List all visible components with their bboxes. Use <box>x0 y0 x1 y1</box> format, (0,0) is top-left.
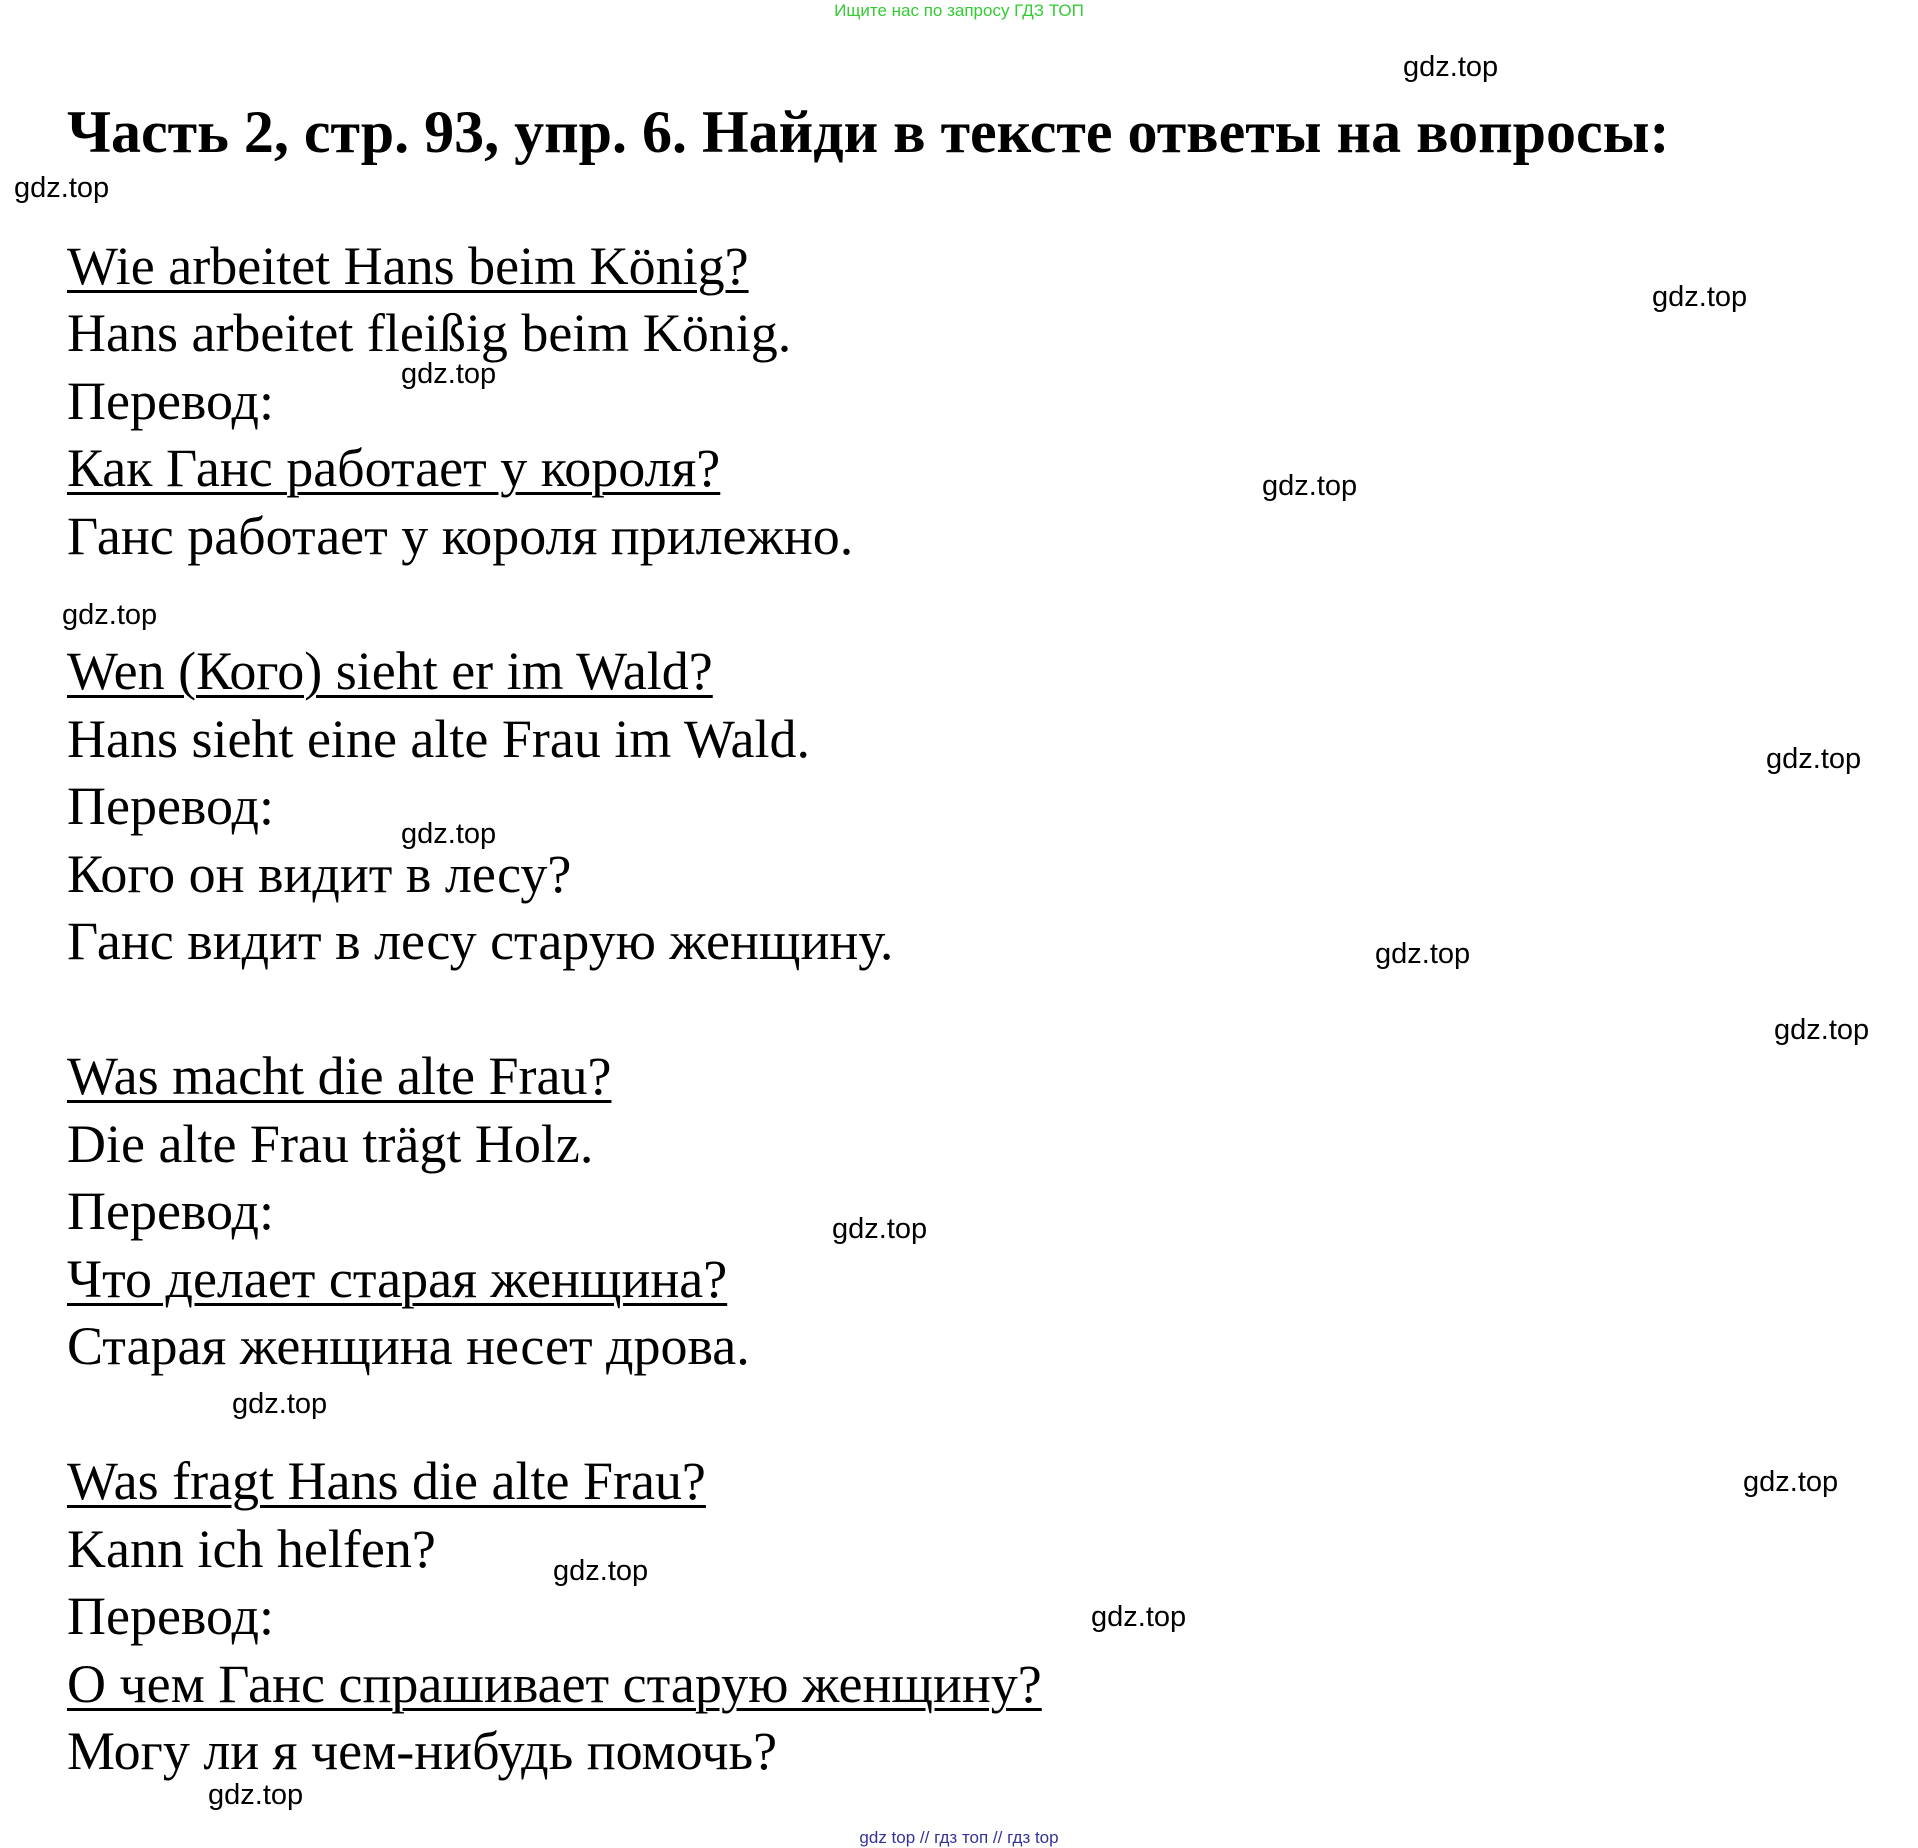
watermark: gdz.top <box>1743 1466 1839 1498</box>
question-line: Was fragt Hans die alte Frau? <box>67 1451 706 1511</box>
watermark: gdz.top <box>1375 938 1471 970</box>
watermark: gdz.top <box>232 1388 328 1420</box>
search-banner: Ищите нас по запросу ГДЗ ТОП <box>834 1 1084 20</box>
translation-label: Перевод: <box>67 776 274 836</box>
watermark: gdz.top <box>401 358 497 390</box>
answer-line: Hans sieht eine alte Frau im Wald. <box>67 709 810 769</box>
watermark: gdz.top <box>208 1779 304 1811</box>
watermark: gdz.top <box>62 599 158 631</box>
answer-line: Die alte Frau trägt Holz. <box>67 1114 594 1174</box>
translation-label: Перевод: <box>67 371 274 431</box>
answer-line: Kann ich helfen? <box>67 1519 436 1579</box>
watermark: gdz.top <box>14 172 110 204</box>
answer-line: Hans arbeitet fleißig beim König. <box>67 303 792 363</box>
translation-label: Перевод: <box>67 1586 274 1646</box>
watermark: gdz.top <box>401 818 497 850</box>
question-line: Как Ганс работает у короля? <box>67 438 721 498</box>
question-line: Wen (Кого) sieht er im Wald? <box>67 641 713 701</box>
answer-line: Ганс работает у короля прилежно. <box>67 506 854 566</box>
question-line: Кого он видит в лесу? <box>67 844 572 904</box>
watermark: gdz.top <box>1652 281 1748 313</box>
watermark: gdz.top <box>1262 470 1358 502</box>
watermark: gdz.top <box>1091 1601 1187 1633</box>
translation-label: Перевод: <box>67 1181 274 1241</box>
question-line: О чем Ганс спрашивает старую женщину? <box>67 1654 1042 1714</box>
answer-line: Ганс видит в лесу старую женщину. <box>67 911 894 971</box>
question-line: Wie arbeitet Hans beim König? <box>67 236 749 296</box>
question-line: Was macht die alte Frau? <box>67 1046 612 1106</box>
watermark: gdz.top <box>832 1213 928 1245</box>
watermark: gdz.top <box>553 1555 649 1587</box>
page-title: Часть 2, стр. 93, упр. 6. Найди в тексте ответы на вопросы: <box>67 99 1670 165</box>
footer-watermark: gdz top // гдз топ // гдз top <box>859 1828 1059 1847</box>
watermark: gdz.top <box>1766 743 1862 775</box>
answer-line: Старая женщина несет дрова. <box>67 1316 750 1376</box>
question-line: Что делает старая женщина? <box>67 1249 728 1309</box>
watermark: gdz.top <box>1774 1014 1870 1046</box>
watermark: gdz.top <box>1403 51 1499 83</box>
answer-line: Могу ли я чем-нибудь помочь? <box>67 1721 778 1781</box>
